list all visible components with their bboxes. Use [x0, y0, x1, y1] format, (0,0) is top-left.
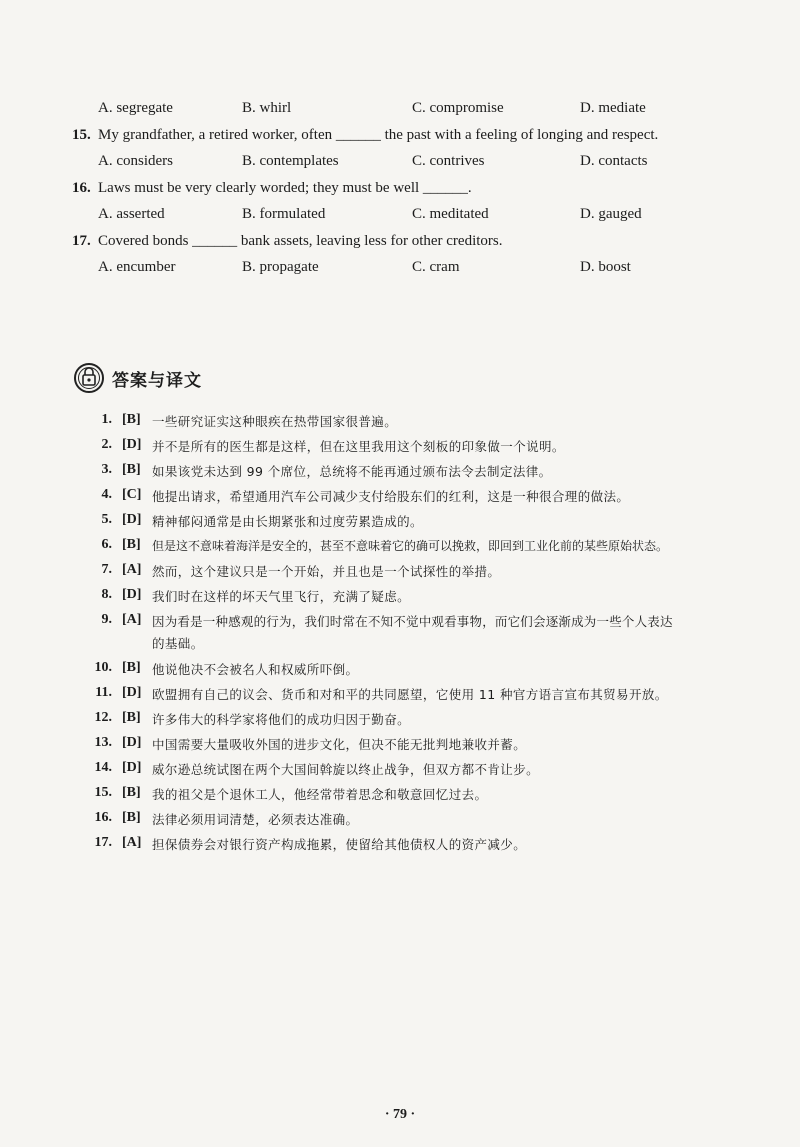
answer-number: 5. — [101, 512, 112, 527]
answer-item — [0, 785, 800, 809]
answer-key: [A] — [122, 612, 142, 627]
answer-key: [B] — [122, 810, 141, 825]
q17-option-c: C. cram — [412, 259, 460, 275]
answer-translation: 他说他决不会被名人和权威所吓倒。 — [152, 662, 359, 677]
answer-translation: 因为看是一种感观的行为，我们时常在不知不觉中观看事物，而它们会逐渐成为一些个人表达 — [152, 614, 673, 629]
q17-stem — [72, 233, 772, 250]
answer-translation: 欧盟拥有自己的议会、货币和对和平的共同愿望，它使用 11 种官方语言宣布其贸易开放。 — [152, 687, 668, 702]
answer-number: 15. — [94, 785, 112, 800]
answer-number: 14. — [94, 760, 112, 775]
answer-number: 7. — [101, 562, 112, 577]
q17-options — [98, 259, 778, 281]
answer-item — [0, 412, 800, 436]
answer-translation: 我们时在这样的坏天气里飞行，充满了疑虑。 — [152, 589, 411, 604]
q15-stem — [72, 127, 772, 144]
answer-translation: 但是这不意味着海洋是安全的，甚至不意味着它的确可以挽救，即回到工业化前的某些原始状态。 — [152, 539, 669, 553]
answer-item — [0, 835, 800, 859]
answer-key: [D] — [122, 760, 142, 775]
q17-option-d: D. boost — [580, 259, 631, 275]
answer-key: [A] — [122, 835, 142, 850]
answer-key: [D] — [122, 437, 142, 452]
answer-key: [B] — [122, 785, 141, 800]
answer-key: [B] — [122, 462, 141, 477]
answer-translation: 威尔逊总统试图在两个大国间斡旋以终止战争，但双方都不肯让步。 — [152, 762, 540, 777]
q16-text: Laws must be very clearly worded; they must be well ______. — [98, 180, 472, 196]
answer-translation: 精神郁闷通常是由长期紧张和过度劳累造成的。 — [152, 514, 423, 529]
answer-translation: 他提出请求，希望通用汽车公司减少支付给股东们的红利，这是一种很合理的做法。 — [152, 489, 630, 504]
answer-number: 12. — [94, 710, 112, 725]
q14-option-d: D. mediate — [580, 100, 646, 116]
answer-item — [0, 612, 800, 636]
answer-item — [0, 710, 800, 734]
answer-number: 10. — [94, 660, 112, 675]
answer-number: 4. — [101, 487, 112, 502]
answer-key: [B] — [122, 660, 141, 675]
answer-number: 2. — [101, 437, 112, 452]
answer-item — [0, 660, 800, 684]
q15-options — [98, 153, 778, 175]
answer-key: [A] — [122, 562, 142, 577]
answer-item — [0, 685, 800, 709]
q15-number: 15. — [72, 127, 91, 143]
answer-item — [0, 537, 800, 561]
q16-stem — [72, 180, 772, 197]
answer-number: 16. — [94, 810, 112, 825]
page-number: · 79 · — [384, 1107, 416, 1122]
q16-option-a: A. asserted — [98, 206, 165, 222]
q15-option-a: A. considers — [98, 153, 173, 169]
q15-option-c: C. contrives — [412, 153, 485, 169]
answer-number: 3. — [101, 462, 112, 477]
q16-option-d: D. gauged — [580, 206, 642, 222]
answer-translation: 中国需要大量吸收外国的进步文化，但决不能无批判地兼收并蓄。 — [152, 737, 527, 752]
q15-option-b: B. contemplates — [242, 153, 339, 169]
q17-text: Covered bonds ______ bank assets, leaving less for other creditors. — [98, 233, 503, 249]
answer-translation: 如果该党未达到 99 个席位，总统将不能再通过颁布法令去制定法律。 — [152, 464, 552, 479]
answer-number: 1. — [101, 412, 112, 427]
answer-translation: 许多伟大的科学家将他们的成功归因于勤奋。 — [152, 712, 411, 727]
answer-item — [0, 437, 800, 461]
answer-item — [0, 462, 800, 486]
q17-option-b: B. propagate — [242, 259, 319, 275]
answer-item — [0, 512, 800, 536]
answer-number: 11. — [95, 685, 112, 700]
answer-key: [B] — [122, 710, 141, 725]
answer-key: [B] — [122, 537, 141, 552]
q16-option-c: C. meditated — [412, 206, 489, 222]
answer-key: [D] — [122, 512, 142, 527]
answer-item — [0, 562, 800, 586]
answer-translation: 我的祖父是个退休工人，他经常带着思念和敬意回忆过去。 — [152, 787, 488, 802]
q15-option-d: D. contacts — [580, 153, 648, 169]
answer-translation: 然而，这个建议只是一个开始，并且也是一个试探性的举措。 — [152, 564, 501, 579]
answer-item — [0, 760, 800, 784]
q17-option-a: A. encumber — [98, 259, 176, 275]
q14-option-b: B. whirl — [242, 100, 292, 116]
answer-item — [0, 487, 800, 511]
answer-translation: 法律必须用词清楚，必须表达准确。 — [152, 812, 359, 827]
answer-item — [0, 587, 800, 611]
answer-number: 9. — [101, 612, 112, 627]
q15-text: My grandfather, a retired worker, often ______ the past with a feeling of longing and respect. — [98, 127, 659, 143]
answer-item — [0, 810, 800, 834]
answers-header — [72, 360, 202, 396]
answer-key: [C] — [122, 487, 142, 502]
q14-option-c: C. compromise — [412, 100, 504, 116]
answer-key: [D] — [122, 587, 142, 602]
answer-key: [D] — [122, 685, 142, 700]
q14-option-a: A. segregate — [98, 100, 173, 116]
q14-options — [98, 100, 778, 122]
answer-number: 13. — [94, 735, 112, 750]
q16-options — [98, 206, 778, 228]
q16-option-b: B. formulated — [242, 206, 326, 222]
answer-translation-continued: 的基础。 — [152, 636, 204, 651]
q16-number: 16. — [72, 180, 91, 196]
answer-key: [B] — [122, 412, 141, 427]
lock-ring-icon — [72, 361, 106, 395]
answers-title: 答案与译文 — [112, 370, 202, 391]
answer-translation: 担保债券会对银行资产构成拖累，使留给其他债权人的资产减少。 — [152, 837, 527, 852]
answer-translation: 一些研究证实这种眼疾在热带国家很普遍。 — [152, 414, 398, 429]
answer-number: 8. — [101, 587, 112, 602]
answer-item — [0, 735, 800, 759]
q17-number: 17. — [72, 233, 91, 249]
answer-key: [D] — [122, 735, 142, 750]
answer-item-continuation — [0, 634, 800, 658]
answer-number: 6. — [101, 537, 112, 552]
answer-number: 17. — [94, 835, 112, 850]
answer-translation: 并不是所有的医生都是这样，但在这里我用这个刻板的印象做一个说明。 — [152, 439, 565, 454]
